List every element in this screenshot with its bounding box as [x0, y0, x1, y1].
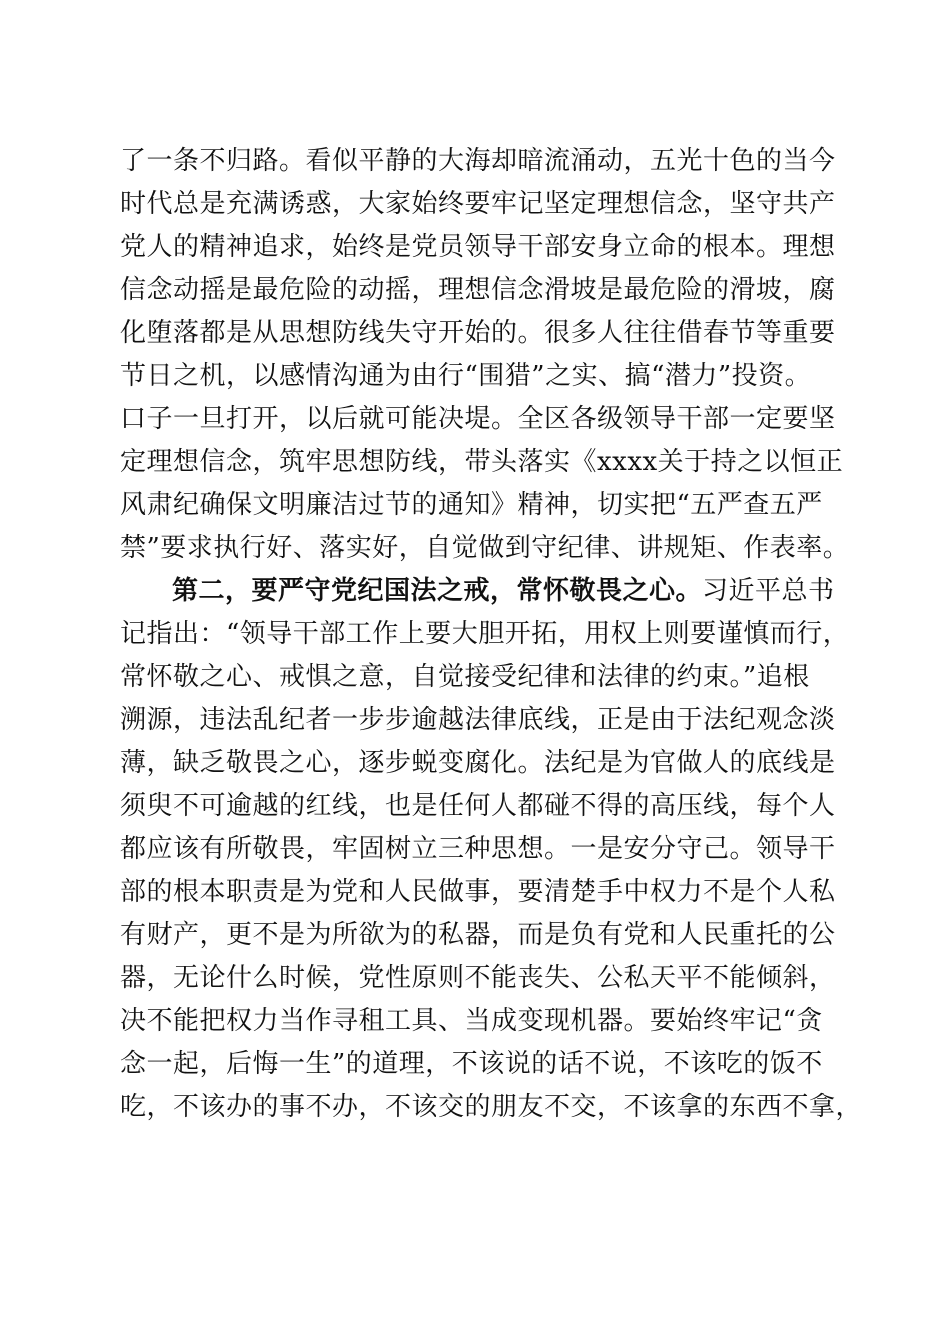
text-line: 都应该有所敬畏，牢固树立三种思想。一是安分守己。领导干 — [120, 834, 836, 864]
text-line: 须臾不可逾越的红线，也是任何人都碰不得的高压线，每个人 — [120, 791, 836, 821]
text-line: 器，无论什么时候，党性原则不能丧失、公私天平不能倾斜， — [120, 963, 836, 993]
text-line: 禁”要求执行好、落实好，自觉做到守纪律、讲规矩、作表率。 — [120, 533, 850, 563]
paragraph-heading: 第二，要严守党纪国法之戒，常怀敬畏之心。 — [172, 576, 703, 606]
text-line: 化堕落都是从思想防线失守开始的。很多人往往借春节等重要 — [120, 318, 836, 348]
text-line: 有财产，更不是为所欲为的私器，而是负有党和人民重托的公 — [120, 920, 836, 950]
text-line: 部的根本职责是为党和人民做事，要清楚手中权力不是个人私 — [120, 877, 836, 907]
text-line: 风肃纪确保文明廉洁过节的通知》精神，切实把“五严查五严 — [120, 490, 823, 520]
text-line: 信念动摇是最危险的动摇，理想信念滑坡是最危险的滑坡，腐 — [120, 275, 836, 305]
text-line: 了一条不归路。看似平静的大海却暗流涌动，五光十色的当今 — [120, 146, 836, 176]
text-line: 溯源，违法乱纪者一步步逾越法律底线，正是由于法纪观念淡 — [120, 705, 836, 735]
text-line: 薄，缺乏敬畏之心，逐步蜕变腐化。法纪是为官做人的底线是 — [120, 748, 836, 778]
paragraph-heading-tail: 习近平总书 — [702, 576, 835, 606]
text-line: 党人的精神追求，始终是党员领导干部安身立命的根本。理想 — [120, 232, 836, 262]
text-line: 定理想信念，筑牢思想防线，带头落实《xxxx关于持之以恒正 — [120, 447, 844, 477]
text-line: 记指出：“领导干部工作上要大胆开拓，用权上则要谨慎而行， — [120, 619, 850, 649]
text-line: 口子一旦打开，以后就可能决堤。全区各级领导干部一定要坚 — [120, 404, 836, 434]
text-line: 吃，不该办的事不办，不该交的朋友不交，不该拿的东西不拿， — [120, 1092, 863, 1122]
paragraph-2-first-line — [172, 571, 892, 611]
text-line: 常怀敬之心、戒惧之意，自觉接受纪律和法律的约束。”追根 — [120, 662, 810, 692]
text-line: 念一起，后悔一生”的道理，不该说的话不说，不该吃的饭不 — [120, 1049, 823, 1079]
text-line: 决不能把权力当作寻租工具、当成变现机器。要始终牢记“贪 — [120, 1006, 823, 1036]
text-line: 节日之机，以感情沟通为由行“围猎”之实、搞“潜力”投资。 — [120, 361, 812, 391]
text-line: 时代总是充满诱惑，大家始终要牢记坚定理想信念，坚守共产 — [120, 189, 836, 219]
